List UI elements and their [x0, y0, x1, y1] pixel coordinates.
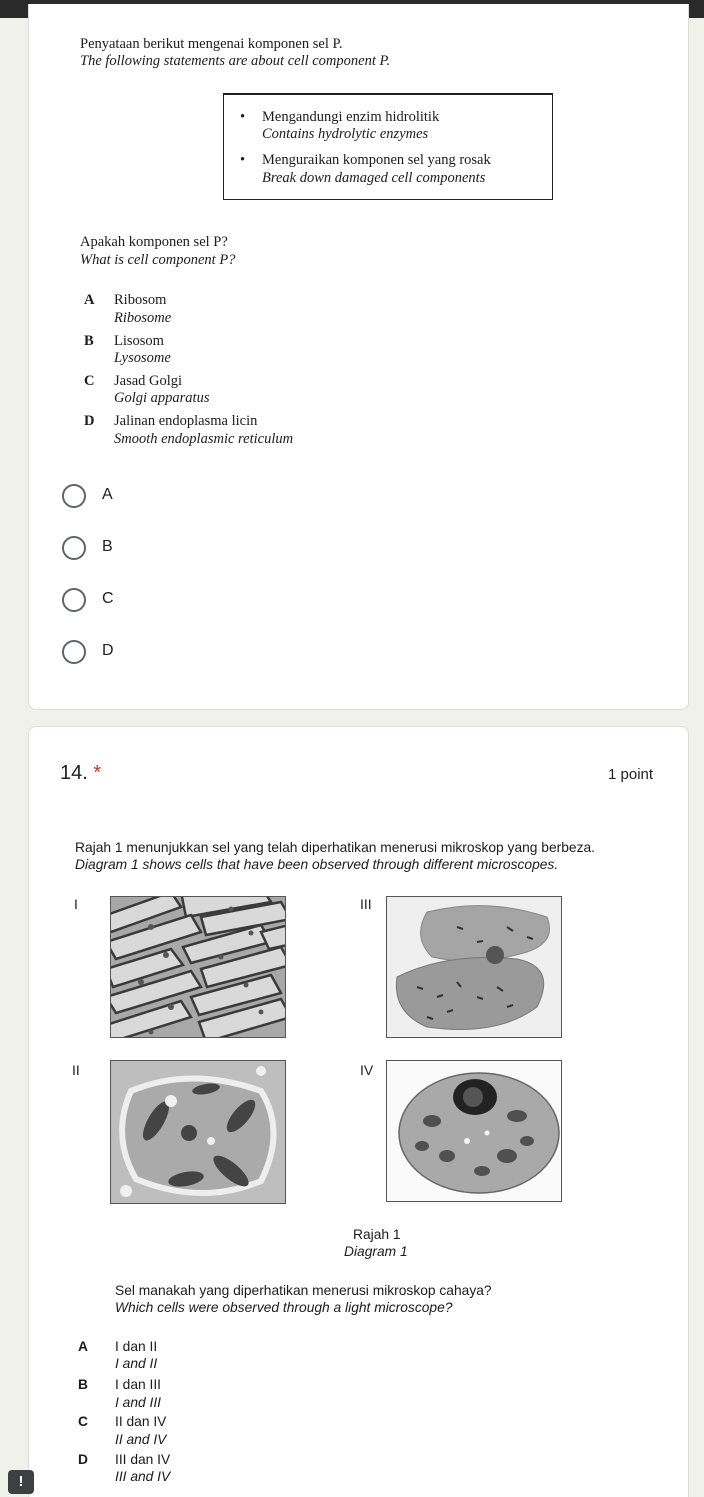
radio-choice-c[interactable]: [62, 588, 86, 612]
bullet-1: •: [240, 109, 246, 125]
statement-2-en: Break down damaged cell components: [262, 170, 486, 186]
radio-label-a[interactable]: A: [102, 486, 113, 503]
q14-stem-en: Diagram 1 shows cells that have been observed through different microscopes.: [75, 857, 559, 872]
q14-option-letter: B: [78, 1377, 88, 1392]
q13-option-d-ms: Jalinan endoplasma licin: [114, 413, 258, 429]
q13-option-letter: C: [84, 373, 95, 389]
image-label-iii: III: [360, 896, 372, 912]
q13-option-b-ms: Lisosom: [114, 333, 164, 349]
micrograph-ii: [110, 1060, 286, 1204]
q13-option-letter: D: [84, 413, 95, 429]
statement-1-en: Contains hydrolytic enzymes: [262, 126, 429, 142]
image-label-ii: II: [72, 1062, 80, 1078]
radio-choice-d[interactable]: [62, 640, 86, 664]
micrograph-iii: [386, 896, 562, 1038]
q13-option-letter: A: [84, 292, 95, 308]
q13-option-c-ms: Jasad Golgi: [114, 373, 183, 389]
q13-option-b-en: Lysosome: [114, 350, 171, 366]
radio-label-d[interactable]: D: [102, 642, 114, 659]
q14-stem-ms: Rajah 1 menunjukkan sel yang telah diperhatikan menerusi mikroskop yang berbeza.: [75, 840, 595, 855]
radio-choice-a[interactable]: [62, 484, 86, 508]
statement-box: [223, 93, 553, 200]
q14-option-d-ms: III dan IV: [115, 1452, 171, 1467]
q13-option-letter: B: [84, 333, 94, 349]
diagram-caption-en: Diagram 1: [344, 1244, 408, 1259]
q14-option-c-en: II and IV: [115, 1432, 167, 1447]
q14-option-letter: C: [78, 1414, 88, 1429]
radio-label-c[interactable]: C: [102, 590, 114, 607]
report-alert-icon[interactable]: !: [8, 1470, 34, 1494]
q14-option-c-ms: II dan IV: [115, 1414, 167, 1429]
micrograph-iv: [386, 1060, 562, 1202]
statement-2-ms: Menguraikan komponen sel yang rosak: [262, 152, 491, 168]
q14-option-b-en: I and III: [115, 1395, 162, 1410]
question-number-text: 14.: [60, 762, 88, 784]
q13-option-d-en: Smooth endoplasmic reticulum: [114, 431, 294, 447]
q14-question-ms: Sel manakah yang diperhatikan menerusi mikroskop cahaya?: [115, 1283, 492, 1298]
micrograph-i: [110, 896, 286, 1038]
image-label-iv: IV: [360, 1062, 374, 1078]
q14-question-en: Which cells were observed through a light microscope?: [115, 1300, 453, 1315]
question-number: [60, 762, 101, 785]
q13-question-en: What is cell component P?: [80, 252, 236, 268]
q13-option-a-en: Ribosome: [114, 310, 172, 326]
statement-1-ms: Mengandungi enzim hidrolitik: [262, 109, 440, 125]
q14-option-d-en: III and IV: [115, 1469, 171, 1484]
radio-label-b[interactable]: B: [102, 538, 113, 555]
q14-option-b-ms: I dan III: [115, 1377, 162, 1392]
q14-option-letter: A: [78, 1339, 88, 1354]
required-asterisk: *: [93, 762, 102, 784]
q13-stem-ms: Penyataan berikut mengenai komponen sel P.: [80, 36, 343, 52]
q14-option-a-en: I and II: [115, 1356, 158, 1371]
q14-option-a-ms: I dan II: [115, 1339, 158, 1354]
bullet-2: •: [240, 152, 246, 168]
radio-choice-b[interactable]: [62, 536, 86, 560]
diagram-caption-ms: Rajah 1: [353, 1227, 401, 1242]
points-label: 1 point: [608, 766, 654, 783]
q13-stem-en: The following statements are about cell component P.: [80, 53, 391, 69]
q14-option-letter: D: [78, 1452, 88, 1467]
q13-question-ms: Apakah komponen sel P?: [80, 234, 228, 250]
image-label-i: I: [74, 896, 78, 912]
q13-option-c-en: Golgi apparatus: [114, 390, 210, 406]
q13-option-a-ms: Ribosom: [114, 292, 167, 308]
